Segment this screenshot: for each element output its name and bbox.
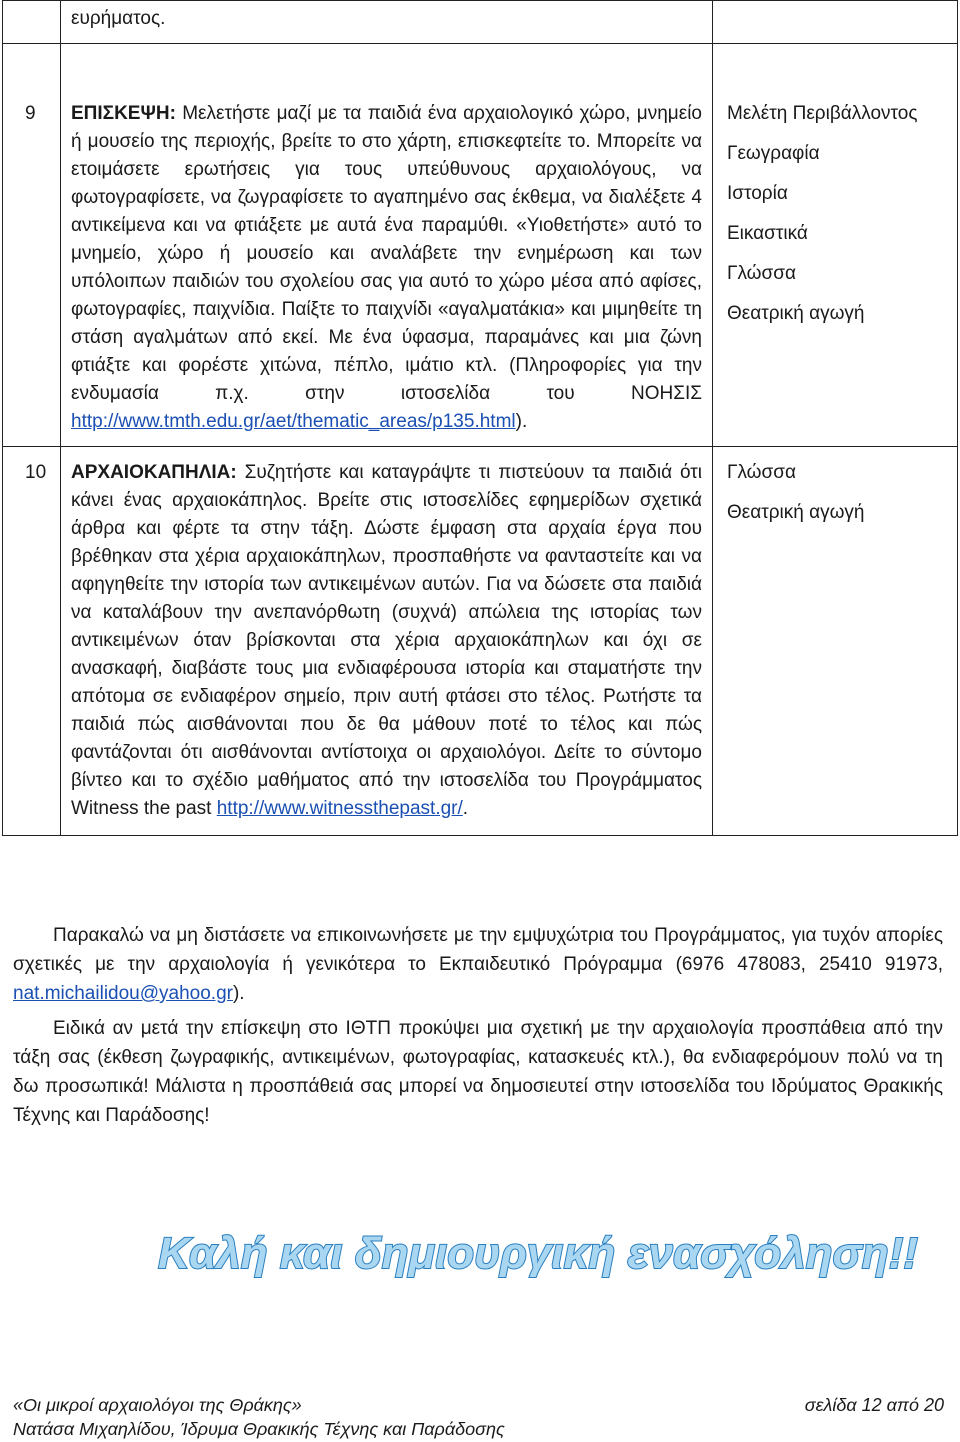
activity-text: ευρήματος. (71, 8, 166, 29)
footer-title: «Οι μικροί αρχαιολόγοι της Θράκης» (13, 1395, 302, 1415)
noisis-link[interactable]: http://www.tmth.edu.gr/aet/thematic_areas/p135.html (71, 411, 516, 432)
footer-left (13, 1393, 505, 1441)
subject-item: Γεωγραφία (727, 143, 820, 164)
activity-text-cell (61, 44, 713, 447)
table-row (3, 44, 958, 447)
exhibition-paragraph: Ειδικά αν μετά την επίσκεψη στο ΙΘΤΠ προκύψει μια σχετική με την αρχαιολογία προσπάθεια από την τάξη σας (έκθεση ζωγραφικής, αντικειμένων, φωτογραφίας, κατασκευές κτλ.), θα ενδιαφερόμουν πολύ να τη δω προσωπικά! Μάλιστα η προσπάθειά σας μπορεί να δημοσιευτεί στην ιστοσελίδα του Ιδρύματος Θρακικής Τέχνης και Παράδοσης! (13, 1018, 943, 1126)
activity-text-cell (61, 1, 713, 44)
table-row (3, 1, 958, 44)
activity-after: ). (515, 411, 528, 432)
contact-text-end: ). (232, 983, 245, 1004)
activity-title: ΕΠΙΣΚΕΨΗ: (71, 103, 176, 124)
activity-text-cell (61, 447, 713, 836)
subjects-cell (713, 1, 958, 44)
table-row (3, 447, 958, 836)
footer-author: Νατάσα Μιχαηλίδου, Ίδρυμα Θρακικής Τέχνης και Παράδοσης (13, 1419, 505, 1439)
activity-body: Μελετήστε μαζί με τα παιδιά ένα αρχαιολογικό χώρο, μνημείο ή μουσείο της περιοχής, βρείτε το στο χάρτη, επισκεφτείτε το. Μπορείτε να ετοιμάσετε ερωτήσεις για τους υπεύθυνους αρχαιολόγους, να φωτογραφίσετε, να ζωγραφίσετε το αγαπημένο σας έκθεμα, να διαλέξετε 4 αντικείμενα και να φτιάξετε με αυτά ένα παραμύθι. «Υιοθετήστε» αυτό το μνημείο, χώρο ή μουσείο και αναλάβετε την ενημέρωση και των υπόλοιπων παιδιών του σχολείου σας για αυτό το χώρο μέσα από αφίσες, φωτογραφίες, παιχνίδια. Παίξτε το παιχνίδι «αγαλματάκια» και μιμηθείτε τη στάση αγαλμάτων από εκεί. Με ένα ύφασμα, παραμάνες και μια ζώνη φτιάξτε και φορέστε χιτώνα, πέπλο, ιμάτιο κτλ. (Πληροφορίες για την ενδυμασία π.χ. στην ιστοσελίδα του ΝΟΗΣΙΣ (71, 103, 702, 404)
row-number-cell (3, 1, 61, 44)
witness-the-past-link[interactable]: http://www.witnessthepast.gr/ (216, 798, 463, 819)
row-number: 10 (3, 447, 61, 836)
subjects-cell (713, 447, 958, 836)
activity-after: . (462, 798, 469, 819)
page-number: σελίδα 12 από 20 (804, 1395, 944, 1415)
activity-body: Συζητήστε και καταγράψτε τι πιστεύουν τα παιδιά ότι κάνει ένας αρχαιοκάπηλος. Βρείτε στις ιστοσελίδες εφημερίδων σχετικά άρθρα και φέρτε τα στην τάξη. Δώστε έμφαση στα αρχαία έργα που βρέθηκαν στα χέρια αρχαιοκάπηλων, προσπαθήστε να φανταστείτε και να αφηγηθείτε την ιστορία των αντικειμένων αυτών. Για να δώσετε στα παιδιά να καταλάβουν την ανεπανόρθωτη (συχνά) απώλεια της ιστορίας των αντικειμένων όταν βρίσκονται στα χέρια αρχαιοκάπηλων και όχι σε ανασκαφή, διαβάστε τους μια ενδιαφέρουσα ιστορία και σταματήστε την απότομα σε ενδιαφέρον σημείο, πριν αυτή φτάσει στο τέλος. Ρωτήστε τα παιδιά πώς αισθάνονται που δε θα μάθουν ποτέ το τέλος και πώς φαντάζονται ότι αισθάνονται αντίστοιχα οι αρχαιολόγοι. Δείτε το σύντομο βίντεο και το σχέδιο μαθήματος από την ιστοσελίδα του Προγράμματος Witness the past (71, 462, 702, 819)
contact-text: Παρακαλώ να μη διστάσετε να επικοινωνήσετε με την εμψυχώτρια του Προγράμματος, για τυχόν απορίες σχετικές με την αρχαιολογία ή γενικότερα το Εκπαιδευτικό Πρόγραμμα (6976 478083, 25410 91973, (13, 925, 943, 975)
closing-banner (158, 1222, 918, 1282)
activities-table (2, 0, 958, 836)
contact-paragraph (13, 921, 943, 1008)
subject-item: Θεατρική αγωγή (727, 303, 865, 324)
subjects-cell (713, 44, 958, 447)
subject-item: Γλώσσα (727, 462, 796, 483)
subject-item: Θεατρική αγωγή (727, 502, 865, 523)
subject-item: Εικαστικά (727, 223, 808, 244)
subject-item: Μελέτη Περιβάλλοντος (727, 103, 918, 124)
activity-title: ΑΡΧΑΙΟΚΑΠΗΛΙΑ: (71, 462, 237, 483)
email-link[interactable]: nat.michailidou@yahoo.gr (13, 983, 233, 1004)
subject-item: Ιστορία (727, 183, 788, 204)
banner-text: Καλή και δημιουργική ενασχόληση!! (158, 1229, 918, 1278)
row-number: 9 (3, 44, 61, 447)
subject-item: Γλώσσα (727, 263, 796, 284)
